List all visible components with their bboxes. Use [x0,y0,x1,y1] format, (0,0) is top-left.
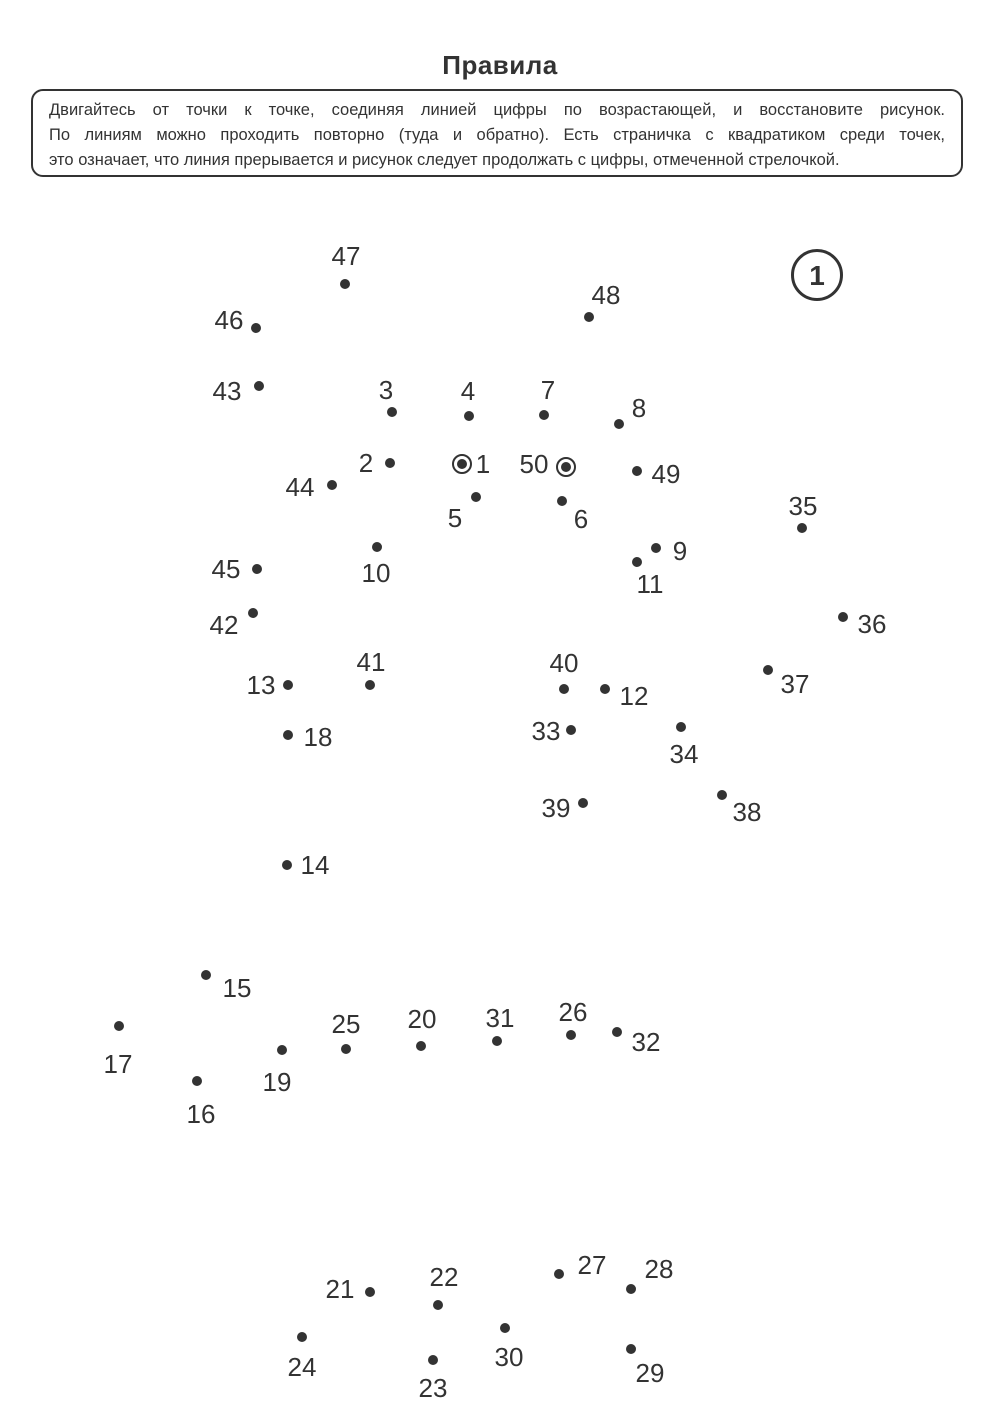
point-number: 39 [541,793,571,823]
point-dot [632,557,642,567]
point-number: 15 [222,973,252,1003]
point-dot [464,411,474,421]
point-dot [365,1287,375,1297]
point-number: 1 [475,449,491,479]
point-dot [492,1036,502,1046]
point-number: 42 [209,610,239,640]
point-dot [252,564,262,574]
point-dot [192,1076,202,1086]
point-number: 9 [672,536,688,566]
point-dot [500,1323,510,1333]
page-number-badge: 1 [791,249,843,301]
point-number: 8 [631,393,647,423]
point-dot [471,492,481,502]
point-dot [283,730,293,740]
point-dot [626,1344,636,1354]
point-dot [416,1041,426,1051]
rules-box [31,89,963,177]
point-dot [539,410,549,420]
point-number: 47 [331,241,361,271]
point-dot [277,1045,287,1055]
point-dot [297,1332,307,1342]
point-dot [651,543,661,553]
point-dot [557,496,567,506]
point-number: 44 [285,472,315,502]
point-dot [838,612,848,622]
point-dot [114,1021,124,1031]
point-number: 10 [361,558,391,588]
point-number: 13 [246,670,276,700]
point-number: 38 [732,797,762,827]
point-dot [254,381,264,391]
point-dot [578,798,588,808]
point-dot [612,1027,622,1037]
rules-line-3: это означает, что линия прерывается и рисунок следует продолжать с цифры, отмеченной стрелочкой. [49,151,840,169]
point-dot [566,1030,576,1040]
point-number: 5 [447,503,463,533]
point-number: 20 [407,1004,437,1034]
point-number: 37 [780,669,810,699]
point-dot [632,466,642,476]
point-number: 43 [212,376,242,406]
point-dot [763,665,773,675]
point-number: 6 [573,504,589,534]
point-number: 4 [460,376,476,406]
point-dot [283,680,293,690]
point-dot [248,608,258,618]
point-dot [559,684,569,694]
point-number: 32 [631,1027,661,1057]
point-number: 11 [636,569,664,599]
point-dot [614,419,624,429]
page-title: Правила [442,50,558,80]
point-dot [584,312,594,322]
point-number: 24 [287,1352,317,1382]
point-dot [797,523,807,533]
point-number: 2 [358,448,374,478]
point-number: 3 [378,375,394,405]
point-number: 33 [531,716,561,746]
rules-line-1: Двигайтесь от точки к точке, соединяя линией цифры по возрастающей, и восстановите рисунок. [49,101,945,119]
point-number: 34 [669,739,699,769]
point-dot [385,458,395,468]
point-dot [566,725,576,735]
point-number: 21 [325,1274,355,1304]
point-number: 27 [577,1250,607,1280]
start-point-ring [452,454,472,474]
point-number: 31 [485,1003,515,1033]
point-dot [626,1284,636,1294]
point-number: 7 [540,375,556,405]
point-number: 50 [519,449,549,479]
point-number: 30 [494,1342,524,1372]
rules-line-2: По линиям можно проходить повторно (туда и обратно). Есть страничка с квадратиком среди точек, [49,126,945,144]
point-number: 12 [619,681,649,711]
point-dot [340,279,350,289]
point-number: 45 [211,554,241,584]
point-number: 40 [549,648,579,678]
point-dot [282,860,292,870]
point-number: 14 [300,850,330,880]
point-dot [372,542,382,552]
point-number: 25 [331,1009,361,1039]
point-dot [428,1355,438,1365]
point-dot [387,407,397,417]
point-dot [717,790,727,800]
point-dot [201,970,211,980]
point-number: 36 [857,609,887,639]
point-dot [341,1044,351,1054]
point-number: 26 [558,997,588,1027]
point-dot [554,1269,564,1279]
point-dot [433,1300,443,1310]
point-number: 22 [429,1262,459,1292]
point-dot [251,323,261,333]
point-number: 17 [103,1049,133,1079]
start-point-ring [556,457,576,477]
point-number: 35 [788,491,818,521]
point-dot [365,680,375,690]
point-dot [676,722,686,732]
point-dot [600,684,610,694]
point-number: 16 [186,1099,216,1129]
point-number: 46 [214,305,244,335]
point-number: 49 [651,459,681,489]
point-number: 23 [418,1373,448,1403]
point-dot [327,480,337,490]
point-number: 28 [644,1254,674,1284]
point-number: 41 [356,647,386,677]
point-number: 29 [635,1358,665,1388]
point-number: 48 [591,280,621,310]
point-number: 19 [262,1067,292,1097]
point-number: 18 [303,722,333,752]
